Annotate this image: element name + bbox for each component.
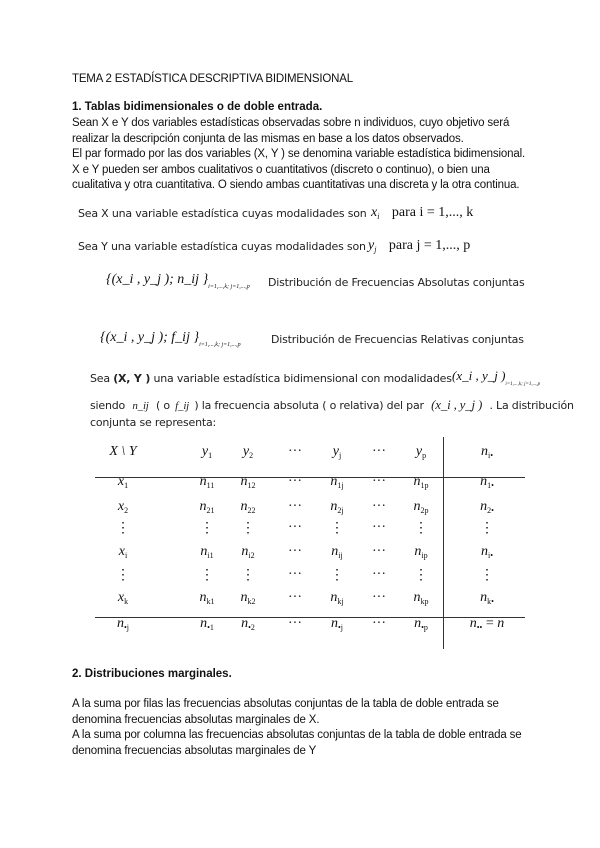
table-cell: $n_{12}$ — [240, 474, 256, 490]
table-cell: $n_{••} = n$ — [469, 616, 505, 632]
section-2-paragraph — [72, 697, 522, 759]
table-cell: $n_{•2}$ — [241, 616, 255, 632]
paragraph-line: A la suma por columna las frecuencias absolutas conjuntas de la tabla de doble entrada se — [72, 729, 522, 741]
table-cell: $n_{22}$ — [240, 499, 256, 515]
frequency-table — [95, 437, 525, 649]
page-title: TEMA 2 ESTADÍSTICA DESCRIPTIVA BIDIMENSIONAL — [72, 73, 353, 85]
table-cell: ⋮ — [480, 521, 494, 536]
table-cell: $n_{•j}$ — [116, 616, 130, 632]
paragraph-line: El par formado por las dos variables (X, Y ) se denomina variable estadística bidimensional. — [72, 148, 526, 160]
paragraph-line: Sean X e Y dos variables estadísticas observadas sobre n individuos, cuyo objetivo será — [72, 117, 510, 129]
table-cell: ··· — [288, 474, 302, 489]
sea-line-2: siendo n_ij ( o f_ij ) la frecuencia absoluta ( o relativa) del par (x_i , y_j ) . La distribución — [90, 397, 574, 412]
table-cell: $x_k$ — [117, 590, 129, 606]
table-cell: ··· — [288, 567, 302, 582]
table-cell: $n_{i1}$ — [200, 544, 214, 560]
table-cell: $x_1$ — [117, 474, 129, 490]
table-cell: ··· — [288, 499, 302, 514]
relative-distribution-formula: {(x_i , y_j ); f_ij }$_{i=1,...,k; j=1,...,p}$ — [100, 330, 241, 348]
table-header-cell: $y_2$ — [242, 444, 254, 460]
paragraph-line: X e Y pueden ser ambos cualitativos o cuantitativos (discreto o continuo), o bien una — [72, 163, 490, 176]
table-header-cell: X \ Y — [109, 444, 137, 459]
section-1-paragraph — [72, 116, 525, 194]
table-header-cell: $y_1$ — [201, 444, 213, 460]
table-cell: ⋮ — [200, 521, 214, 536]
table-header-cell: $y_p$ — [415, 444, 427, 460]
table-cell: ⋮ — [116, 521, 130, 536]
table-cell: $n_{1p}$ — [413, 474, 429, 490]
table-cell: $n_{2•}$ — [480, 499, 494, 515]
table-cell: ··· — [288, 520, 302, 535]
modalities-pair-formula: (x_i , y_j )$_{i=1,...,k; j=1,...,p}$ — [452, 368, 541, 387]
table-cell: ⋮ — [200, 568, 214, 583]
y-definition-text: Sea Y una variable estadística cuyas modalidades son — [78, 240, 366, 253]
x-definition-text: Sea X una variable estadística cuyas modalidades son — [78, 207, 367, 220]
table-cell: ⋮ — [480, 568, 494, 583]
table-cell: $x_2$ — [117, 499, 129, 515]
table-header-cell: ··· — [372, 444, 386, 459]
sea-line-1: Sea (X, Y ) una variable estadística bidimensional con modalidades — [90, 372, 452, 385]
table-cell: $n_{ip}$ — [414, 544, 428, 560]
table-cell: $x_i$ — [118, 544, 128, 560]
table-cell: ⋮ — [116, 568, 130, 583]
table-cell: $n_{k•}$ — [480, 590, 494, 606]
table-header-cell: $n_{i•}$ — [480, 444, 494, 460]
table-cell: ··· — [372, 590, 386, 605]
paragraph-line: denomina frecuencias absolutas marginales de X. — [72, 713, 320, 726]
table-cell: $n_{i•}$ — [480, 544, 494, 560]
table-cell: $n_{21}$ — [199, 499, 215, 515]
table-cell: $n_{2j}$ — [330, 499, 344, 515]
table-cell: $n_{•1}$ — [200, 616, 214, 632]
table-cell: ⋮ — [241, 521, 255, 536]
table-cell: ⋮ — [330, 521, 344, 536]
table-cell: ··· — [372, 567, 386, 582]
table-cell: ··· — [288, 544, 302, 559]
table-cell: $n_{k1}$ — [199, 590, 215, 606]
table-cell: ··· — [288, 616, 302, 631]
x-modalities-formula: $x_i$ para i = 1,..., k — [371, 205, 474, 221]
relative-distribution-label: Distribución de Frecuencias Relativas conjuntas — [271, 333, 524, 346]
table-cell: $n_{2p}$ — [413, 499, 429, 515]
sea-line-3: conjunta se representa: — [90, 416, 217, 429]
table-cell: $n_{•p}$ — [414, 616, 428, 632]
paragraph-line: A la suma por filas las frecuencias absolutas conjuntas de la tabla de doble entrada se — [72, 698, 499, 710]
table-cell: ··· — [372, 520, 386, 535]
absolute-distribution-label: Distribución de Frecuencias Absolutas conjuntas — [268, 276, 525, 289]
table-cell: $n_{•j}$ — [330, 616, 344, 632]
section-2-heading: 2. Distribuciones marginales. — [72, 668, 232, 680]
table-cell: ··· — [372, 616, 386, 631]
table-cell: $n_{k2}$ — [240, 590, 256, 606]
table-cell: $n_{1j}$ — [330, 474, 344, 490]
table-cell: ··· — [372, 474, 386, 489]
paragraph-line: denomina frecuencias absolutas marginales de Y — [72, 744, 317, 757]
table-cell: $n_{11}$ — [199, 474, 215, 490]
table-cell: ⋮ — [330, 568, 344, 583]
table-cell: ··· — [372, 544, 386, 559]
absolute-distribution-formula: {(x_i , y_j ); n_ij }$_{i=1,...,k; j=1,...,p}$ — [106, 272, 250, 290]
paragraph-line: cualitativa y otra cuantitativa. O siendo ambas cuantitativas una discreta y la otra continua. — [72, 179, 520, 191]
section-1-heading: 1. Tablas bidimensionales o de doble entrada. — [72, 101, 323, 113]
table-cell: $n_{kj}$ — [330, 590, 344, 606]
y-modalities-formula: $y_j$ para j = 1,..., p — [368, 238, 471, 254]
table-cell: $n_{ij}$ — [331, 544, 343, 560]
table-cell: ··· — [288, 590, 302, 605]
table-cell: ⋮ — [241, 568, 255, 583]
table-cell: ··· — [372, 499, 386, 514]
table-header-cell: $y_j$ — [332, 444, 342, 460]
table-cell: ⋮ — [414, 568, 428, 583]
table-cell: $n_{i2}$ — [241, 544, 255, 560]
paragraph-line: realizar la descripción conjunta de las mismas en base a los datos observados. — [72, 132, 464, 145]
table-header-cell: ··· — [288, 444, 302, 459]
table-cell: ⋮ — [414, 521, 428, 536]
table-cell: $n_{kp}$ — [413, 590, 429, 606]
table-cell: $n_{1•}$ — [480, 474, 494, 490]
